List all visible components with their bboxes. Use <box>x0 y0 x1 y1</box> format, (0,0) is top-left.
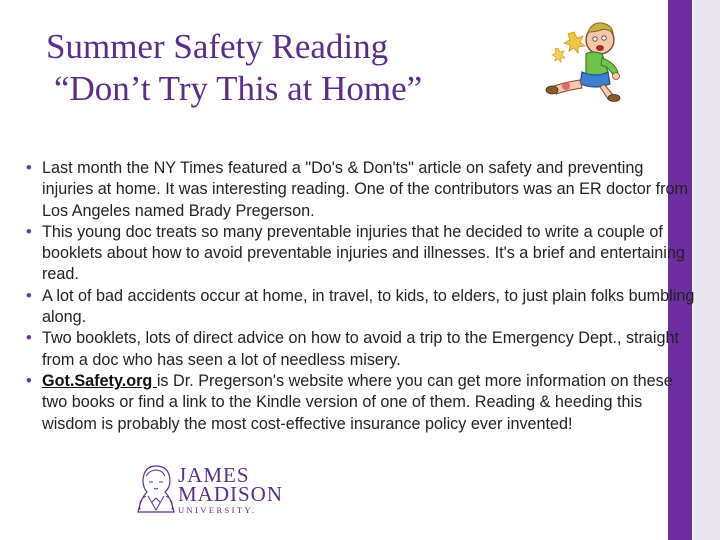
bullet-dot-icon: • <box>26 222 32 241</box>
title-line-2: “Don’t Try This at Home” <box>54 69 423 108</box>
bullet-item <box>26 222 698 286</box>
bullet-dot-icon: • <box>26 371 32 390</box>
bullet-text: Last month the NY Times featured a "Do's & Don'ts" article on safety and preventing injuries at home. It was interesting reading. One of the contributors was an ER doctor from Los Angeles named Brady Pregerson. <box>42 159 689 220</box>
logo-line-3: UNIVERSITY. <box>178 505 257 515</box>
bullet-dot-icon: • <box>26 329 32 348</box>
logo-line-1: JAMES <box>178 463 250 487</box>
bullet-item <box>26 328 698 371</box>
bullet-text: This young doc treats so many preventable injuries that he decided to write a couple of booklets about how to avoid preventable injuries and illnesses. It's a brief and entertaining read. <box>42 222 685 284</box>
bullet-dot-icon: • <box>26 159 32 177</box>
bullet-item <box>26 158 698 222</box>
jmu-wordmark <box>178 463 284 516</box>
injured-child-clipart-icon <box>542 18 622 102</box>
jmu-logo <box>134 462 284 526</box>
bullet-text: A lot of bad accidents occur at home, in travel, to kids, to elders, to just plain folks bumbling along. <box>42 286 695 327</box>
gotsafety-link[interactable]: Got.Safety.org <box>42 371 157 390</box>
bullet-text: is Dr. Pregerson's website where you can get more information on these two books or find a link to the Kindle version of one of them. Reading & heeding this wisdom is probably the most cost-effective insurance policy ever invented! <box>42 371 673 433</box>
madison-portrait-icon <box>134 462 178 526</box>
bullet-item <box>26 286 698 329</box>
title-line-1: Summer Safety Reading <box>46 27 389 66</box>
bullet-text: Two booklets, lots of direct advice on how to avoid a trip to the Emergency Dept., straight from a doc who has seen a lot of needless misery. <box>42 329 680 369</box>
bullet-list <box>26 158 698 435</box>
bullet-dot-icon: • <box>26 286 32 305</box>
slide-title <box>46 26 516 110</box>
bullet-item <box>26 371 698 435</box>
logo-line-2: MADISON <box>178 482 284 506</box>
